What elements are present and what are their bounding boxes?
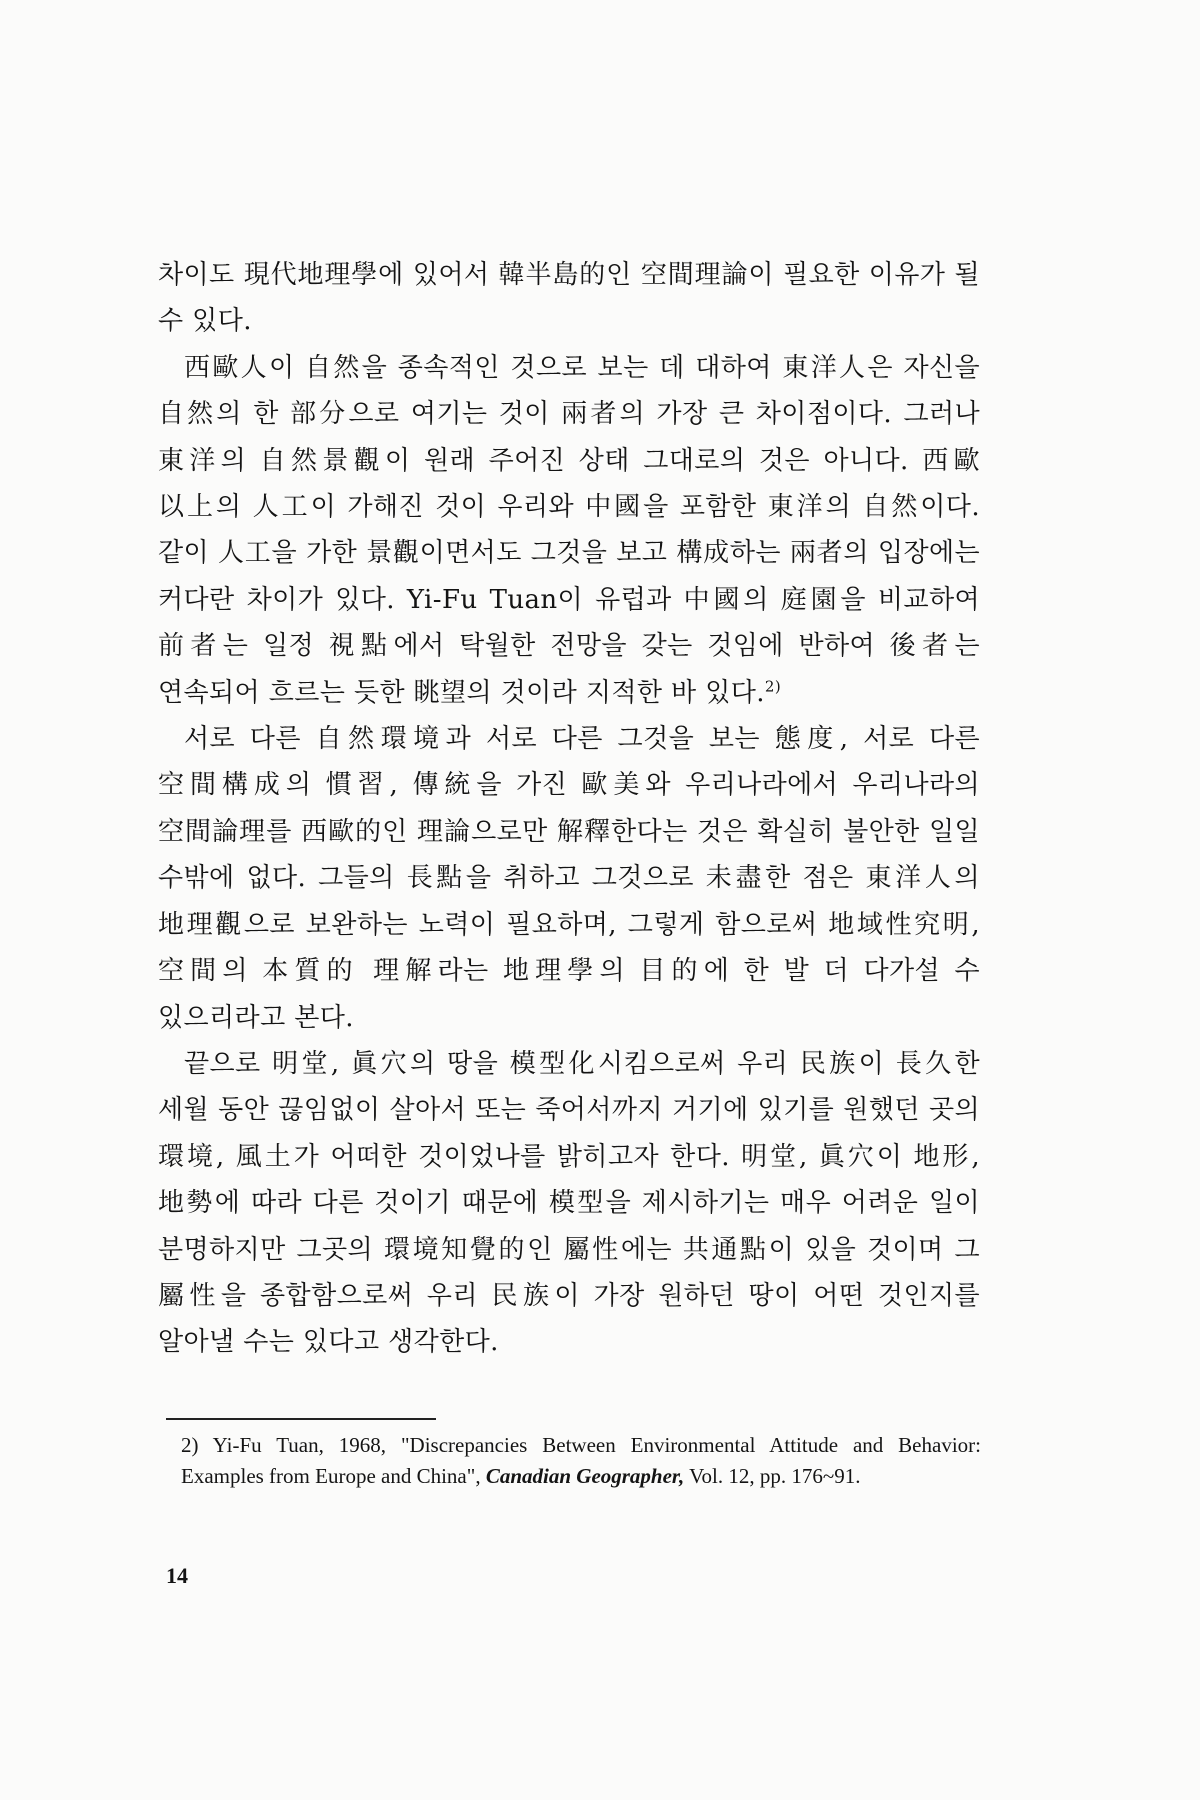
footnote xyxy=(181,1430,981,1492)
paragraph-4: 끝으로 明堂, 眞穴의 땅을 模型化시킴으로써 우리 民族이 長久한 세월 동안 끊임없이 살아서 또는 죽어서까지 거기에 있기를 원했던 곳의 環境, 風土가 어떠한 것이었나를 밝히고자 한다. 明堂, 眞穴이 地形, 地勢에 따라 다른 것이기 때문에 模型을 제시하기는 매우 어려운 일이 분명하지만 그곳의 環境知覺的인 屬性에는 共通點이 있을 것이며 그 屬性을 종합함으로써 우리 民族이 가장 원하던 땅이 어떤 것인지를 알아낼 수는 있다고 생각한다. xyxy=(158,1048,980,1358)
footnote-journal: Canadian Geographer, xyxy=(485,1464,685,1488)
paragraph-3: 서로 다른 自然環境과 서로 다른 그것을 보는 態度, 서로 다른 空間構成의 慣習, 傳統을 가진 歐美와 우리나라에서 우리나라의 空間論理를 西歐的인 理論으로만 解釋한다는 것은 확실히 불안한 일일 수밖에 없다. 그들의 長點을 취하고 그것으로 未盡한 점은 東洋人의 地理觀으로 보완하는 노력이 필요하며, 그렇게 함으로써 地域性究明, 空間의 本質的 理解라는 地理學의 目的에 한 발 더 다가설 수 있으리라고 본다. xyxy=(158,724,980,1033)
paragraph-1: 차이도 現代地理學에 있어서 韓半島的인 空間理論이 필요한 이유가 될 수 있다. xyxy=(158,260,980,337)
main-text xyxy=(158,252,980,1366)
footnote-citation-start: Yi-Fu Tuan, 1968, "Discrepancies Between Environmental Attitude and Behavior: Examples from Europe and China", xyxy=(181,1433,981,1488)
footnote-number: 2) xyxy=(181,1433,199,1457)
paragraph-2-text: 西歐人이 自然을 종속적인 것으로 보는 데 대하여 東洋人은 자신을 自然의 한 部分으로 여기는 것이 兩者의 가장 큰 차이점이다. 그러나 東洋의 自然景觀이 원래 주어진 상태 그대로의 것은 아니다. 西歐 以上의 人工이 가해진 것이 우리와 中國을 포함한 東洋의 自然이다. 같이 人工을 가한 景觀이면서도 그것을 보고 構成하는 兩者의 입장에는 커다란 차이가 있다. Yi-Fu Tuan이 유럽과 中國의 庭園을 비교하여 前者는 일정 視點에서 탁월한 전망을 갖는 것임에 반하여 後者는 연속되어 흐르는 듯한 眺望의 것이라 지적한 바 있다. xyxy=(158,352,980,708)
footnote-reference[interactable]: 2) xyxy=(764,677,782,695)
footnote-citation-end: Vol. 12, pp. 176~91. xyxy=(684,1464,861,1488)
paragraph-2 xyxy=(158,345,980,716)
page-number: 14 xyxy=(166,1563,188,1588)
footnote-divider xyxy=(166,1418,436,1420)
